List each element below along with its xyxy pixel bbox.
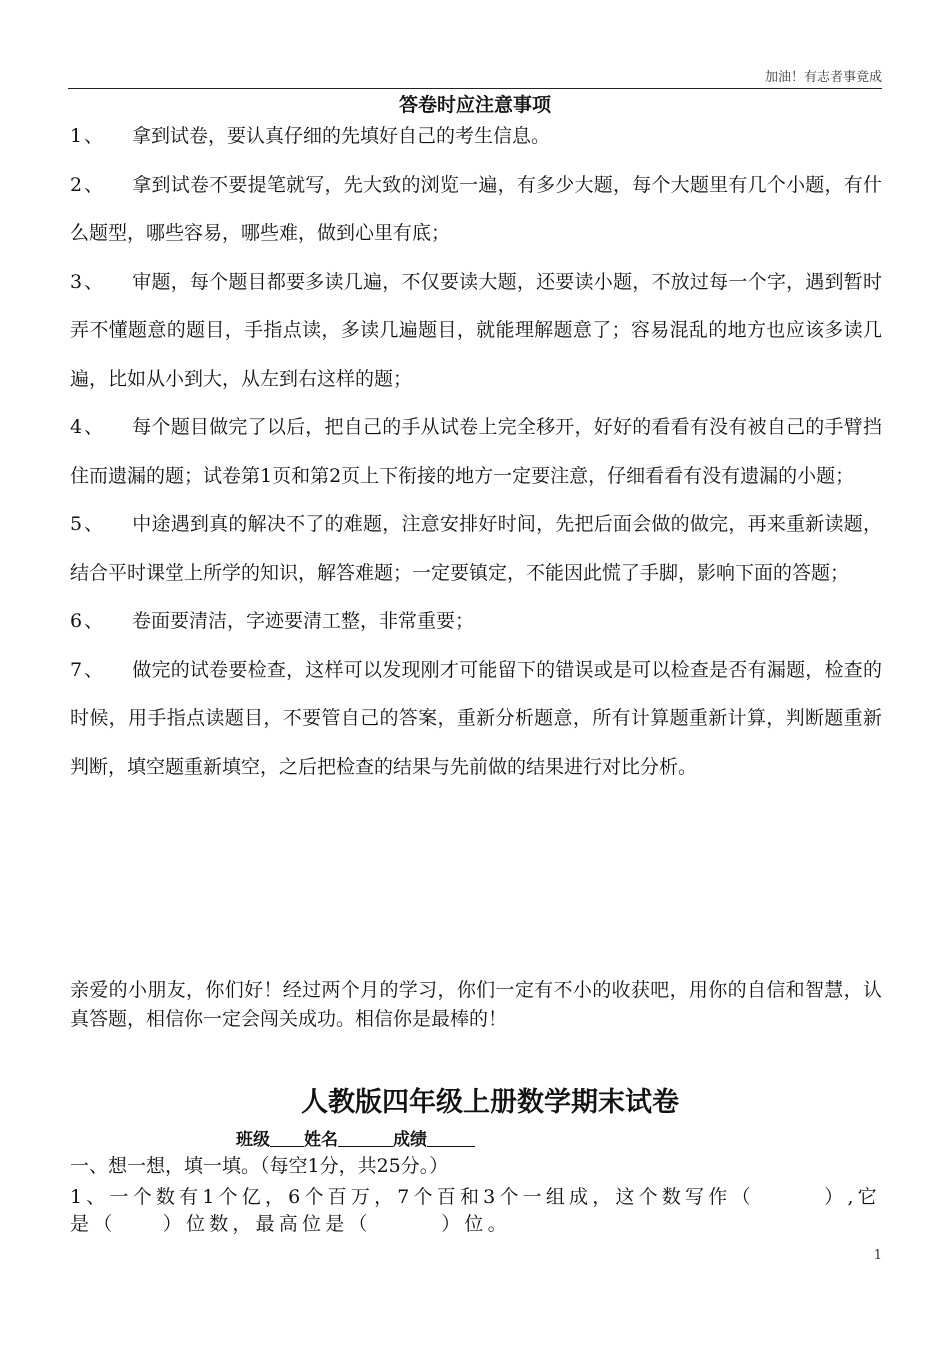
notice-number: 7、: [70, 658, 106, 681]
exam-title: 人教版四年级上册数学期末试卷: [301, 1087, 679, 1118]
notice-item: [70, 500, 882, 597]
notice-title: 答卷时应注意事项: [398, 94, 551, 116]
student-info-line: [236, 1128, 475, 1152]
notice-item: [70, 597, 882, 646]
notice-text: 做完的试卷要检查，这样可以发现刚才可能留下的错误或是可以检查是否有漏题，检查的时候，用手指点读题目，不要管自己的答案，重新分析题意，所有计算题重新计算，判断题重新判断，填空题重新填空，之后把检查的结果与先前做的结果进行对比分析。: [70, 658, 882, 778]
question-1: 1、一个数有1个亿，6个百万，7个百和3个一组成，这个数写作（ ）,它是（ ）位数，最高位是（ ）位。: [70, 1186, 881, 1235]
notice-number: 2、: [70, 173, 106, 196]
score-label: 成绩: [393, 1130, 427, 1150]
header-motto: 加油！有志者事竟成: [764, 70, 882, 85]
notice-text: 拿到试卷，要认真仔细的先填好自己的考生信息。: [132, 125, 551, 147]
notice-item: [70, 646, 882, 792]
notice-item: [70, 403, 882, 500]
notice-text: 卷面要清洁，字迹要清工整，非常重要；: [132, 610, 475, 632]
notice-number: 5、: [70, 513, 106, 535]
class-blank[interactable]: [270, 1128, 304, 1147]
notice-text: 拿到试卷不要提笔就写，先大致的浏览一遍，有多少大题，每个大题里有几个小题，有什么题型，哪些容易，哪些难，做到心里有底；: [70, 173, 882, 244]
notice-number: 3、: [70, 270, 106, 293]
notice-text: 审题，每个题目都要多读几遍，不仅要读大题，还要读小题，不放过每一个字，遇到暂时弄不懂题意的题目，手指点读，多读几遍题目，就能理解题意了；容易混乱的地方也应该多读几遍，比如从小到大，从左到右这样的题；: [70, 270, 882, 390]
page-number: 1: [873, 1248, 882, 1263]
notice-text: 中途遇到真的解决不了的难题，注意安排好时间，先把后面会做的做完，再来重新读题，结合平时课堂上所学的知识，解答难题；一定要镇定，不能因此慌了手脚，影响下面的答题；: [70, 513, 882, 584]
notice-text: 每个题目做完了以后，把自己的手从试卷上完全移开，好好的看看有没有被自己的手臂挡住而遗漏的题；试卷第1页和第2页上下衔接的地方一定要注意，仔细看看有没有遗漏的小题；: [70, 416, 882, 487]
notice-item: [70, 258, 882, 404]
notice-item: [70, 112, 882, 161]
notice-number: 4、: [70, 416, 106, 438]
notice-number: 1、: [70, 125, 106, 147]
greeting-paragraph: 亲爱的小朋友，你们好！经过两个月的学习，你们一定有不小的收获吧，用你的自信和智慧，认真答题，相信你一定会闯关成功。相信你是最棒的！: [70, 979, 882, 1030]
class-label: 班级: [236, 1130, 270, 1150]
notice-list: [70, 112, 882, 791]
name-label: 姓名: [304, 1130, 338, 1150]
header-divider: [68, 88, 882, 89]
notice-item: [70, 161, 882, 258]
name-blank[interactable]: [338, 1128, 393, 1147]
section-heading: 一、想一想，填一填。（每空1分，共25分。）: [70, 1155, 449, 1177]
score-blank[interactable]: [427, 1128, 475, 1147]
notice-number: 6、: [70, 610, 106, 632]
